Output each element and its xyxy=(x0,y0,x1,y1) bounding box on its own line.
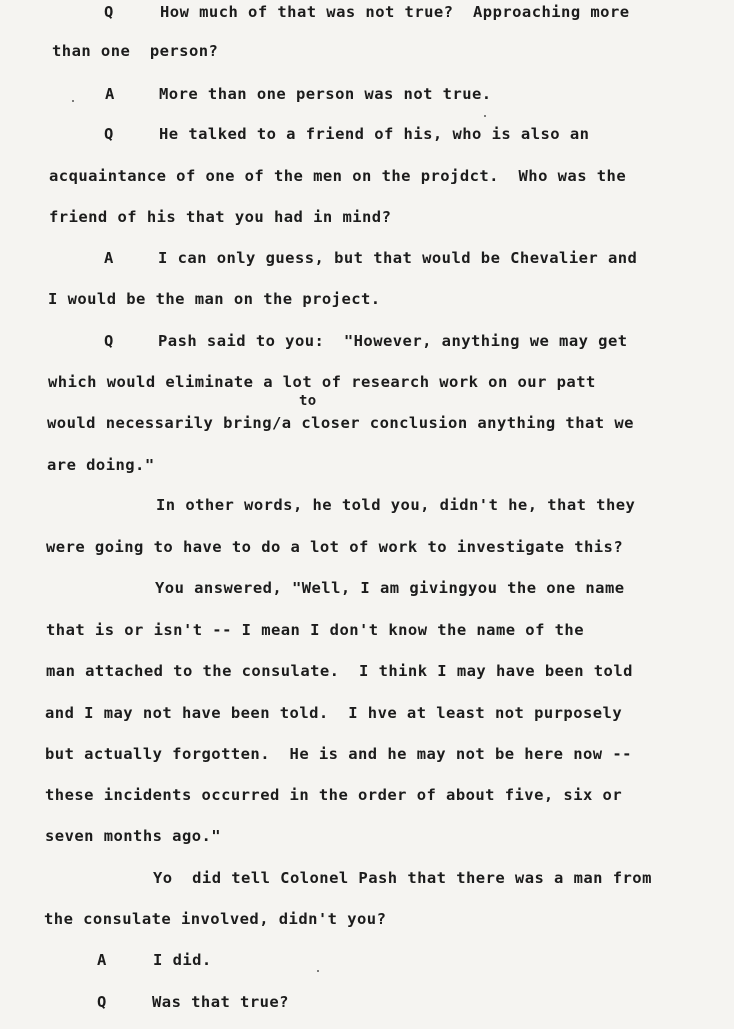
transcript-line: He talked to a friend of his, who is also an xyxy=(159,125,590,143)
transcript-line: acquaintance of one of the men on the projdct. Who was the xyxy=(49,167,627,185)
speaker-label: Q xyxy=(104,3,114,21)
transcript-line: Was that true? xyxy=(152,993,289,1011)
transcript-line: I did. xyxy=(153,951,212,969)
scan-speck xyxy=(72,100,74,102)
transcript-line: I would be the man on the project. xyxy=(48,290,381,308)
transcript-line: would necessarily bring/a closer conclusion anything that we xyxy=(47,414,634,432)
speaker-label: A xyxy=(104,249,114,267)
speaker-label: A xyxy=(105,85,115,103)
scan-speck xyxy=(317,970,319,972)
transcript-line: the consulate involved, didn't you? xyxy=(44,910,387,928)
transcript-line: than one person? xyxy=(52,42,219,60)
transcript-line: How much of that was not true? Approaching more xyxy=(160,3,630,21)
transcript-line: and I may not have been told. I hve at least not purposely xyxy=(45,704,623,722)
interlinear-insertion: to xyxy=(299,393,317,409)
transcript-line: but actually forgotten. He is and he may not be here now -- xyxy=(45,745,632,763)
transcript-line: these incidents occurred in the order of about five, six or xyxy=(45,786,623,804)
speaker-label: Q xyxy=(97,993,107,1011)
transcript-line: seven months ago." xyxy=(45,827,222,845)
transcript-line: More than one person was not true. xyxy=(159,85,492,103)
transcript-line: You answered, "Well, I am givingyou the one name xyxy=(155,579,625,597)
transcript-line: friend of his that you had in mind? xyxy=(49,208,392,226)
scan-speck xyxy=(484,115,486,117)
speaker-label: Q xyxy=(104,332,114,350)
transcript-line: are doing." xyxy=(47,456,155,474)
transcript-line: which would eliminate a lot of research work on our patt xyxy=(48,373,596,391)
transcript-line: I can only guess, but that would be Chevalier and xyxy=(158,249,638,267)
speaker-label: A xyxy=(97,951,107,969)
transcript-line: In other words, he told you, didn't he, that they xyxy=(156,496,636,514)
transcript-line: Yo did tell Colonel Pash that there was a man from xyxy=(153,869,652,887)
speaker-label: Q xyxy=(104,125,114,143)
transcript-line: man attached to the consulate. I think I may have been told xyxy=(46,662,633,680)
transcript-line: Pash said to you: "However, anything we may get xyxy=(158,332,628,350)
transcript-line: that is or isn't -- I mean I don't know the name of the xyxy=(46,621,584,639)
transcript-line: were going to have to do a lot of work to investigate this? xyxy=(46,538,624,556)
